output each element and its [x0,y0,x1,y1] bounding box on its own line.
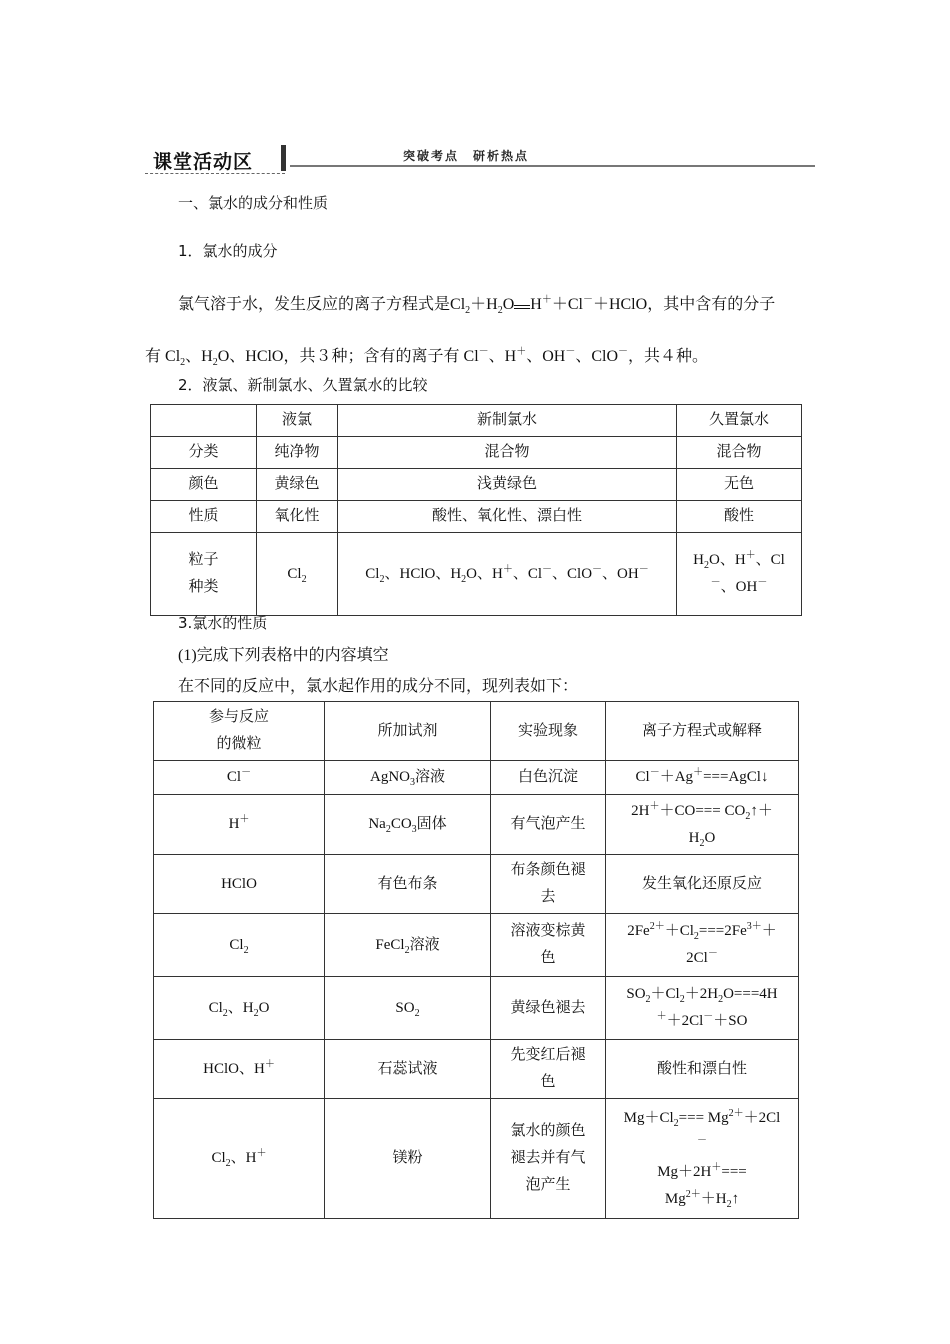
table-row: HClO 有色布条 布条颜色褪 去 发生氧化还原反应 [154,855,799,914]
banner-subtitle: 突破考点 研析热点 [403,149,530,163]
paragraph-line-2: 有 $Cl_2$、$H_2O$、HClO，共３种；含有的离子有 Cl－、H＋、OH－、ClO－，共４种。 [145,346,709,369]
table-row: $Cl_2$、H＋ 镁粉 氯水的颜色 褪去并有气 泡产生 $Mg+Cl_2=== Mg^{2+}+2Cl$ － Mg＋2H＋=== $Mg^{2+}+H_2↑$ [154,1099,799,1219]
subheading-composition: 1．氯水的成分 [178,242,278,260]
intro-text: 在不同的反应中，氯水起作用的成分不同，现列表如下： [178,678,579,695]
comparison-table: 液氯 新制氯水 久置氯水 分类 纯净物 混合物 混合物 颜色 黄绿色 浅黄绿色 无色 性质 氧化性 酸性、氧化性、漂白性 酸性 粒子 种类 $Cl_2$ $Cl_2$、HClO、$H_2O$、H＋、Cl－、ClO－、OH－ $H_2O$、H＋、Cl －、OH－ [150,404,802,616]
subheading-properties: 3.氯水的性质 [178,614,268,632]
table-row: HClO、H＋ 石蕊试液 先变红后褪 色 酸性和漂白性 [154,1040,799,1099]
table-row: 分类 纯净物 混合物 混合物 [151,437,802,469]
table-row: 颜色 黄绿色 浅黄绿色 无色 [151,469,802,501]
banner-dashed-rule [145,173,285,174]
section-banner [145,143,815,175]
equation: $Cl_2+H_2O$ H＋＋Cl－＋HClO [450,294,648,317]
banner-bar [281,145,286,171]
paragraph-line-1: 氯气溶于水，发生反应的离子方程式是$Cl_2+H_2O$ H＋＋Cl－＋HClO，其中含有的分子 [178,294,776,317]
table-row: 粒子 种类 $Cl_2$ $Cl_2$、HClO、$H_2O$、H＋、Cl－、ClO－、OH－ $H_2O$、H＋、Cl －、OH－ [151,533,802,616]
table-row: $Cl_2$、$H_2O$ $SO_2$ 黄绿色褪去 $SO_2+Cl_2+2H_2O===4H$ ＋＋2Cl－＋SO [154,977,799,1040]
equilibrium-symbol [514,299,530,311]
banner-rule [290,165,815,167]
table-row: 性质 氧化性 酸性、氧化性、漂白性 酸性 [151,501,802,533]
instruction: (1)完成下列表格中的内容填空 [178,647,389,664]
table-row: Cl－ AgNO$_3$溶液 白色沉淀 Cl－＋Ag＋===AgCl↓ [154,761,799,795]
table-row: H＋ $Na_2CO_3$固体 有气泡产生 $2H^++CO=== CO_2↑+$ $H_2O$ [154,795,799,855]
section-heading: 一、氯水的成分和性质 [178,194,329,212]
table-row: $Cl_2$ FeCl$_2$溶液 溶液变棕黄 色 $2Fe^{2+}+Cl_2===2Fe^{3+}+$ 2Cl－ [154,914,799,977]
banner-title: 课堂活动区 [153,151,254,173]
properties-table: 参与反应 的微粒 所加试剂 实验现象 离子方程式或解释 Cl－ AgNO$_3$溶液 白色沉淀 Cl－＋Ag＋===AgCl↓ H＋ $Na_2CO_3$固体 有气泡产生 $2H^++CO=== CO_2↑+$ $H_2O$ HClO 有色布条 布条颜色褪 去 发生氧化还原反应 $Cl_2$ FeCl$_2$溶液 溶液变棕黄 色 $2Fe^{2+}+Cl_2===2Fe^{3+}+$ 2Cl－ $Cl_2$、$H_2O$ $SO_2$ 黄绿色褪去 $SO_2+Cl_2+2H_2O===4H$ ＋＋2Cl－＋SO HClO、H＋ 石蕊试液 先变红后褪 色 酸性和漂白性 $Cl_2$、H＋ 镁粉 氯水的颜色 褪去并有气 泡产生 $Mg+Cl_2=== Mg^{2+}+2Cl$ － Mg＋2H＋=== $Mg^{2+}+H_2↑$ [153,701,799,1219]
subheading-comparison: 2．液氯、新制氯水、久置氯水的比较 [178,376,428,394]
